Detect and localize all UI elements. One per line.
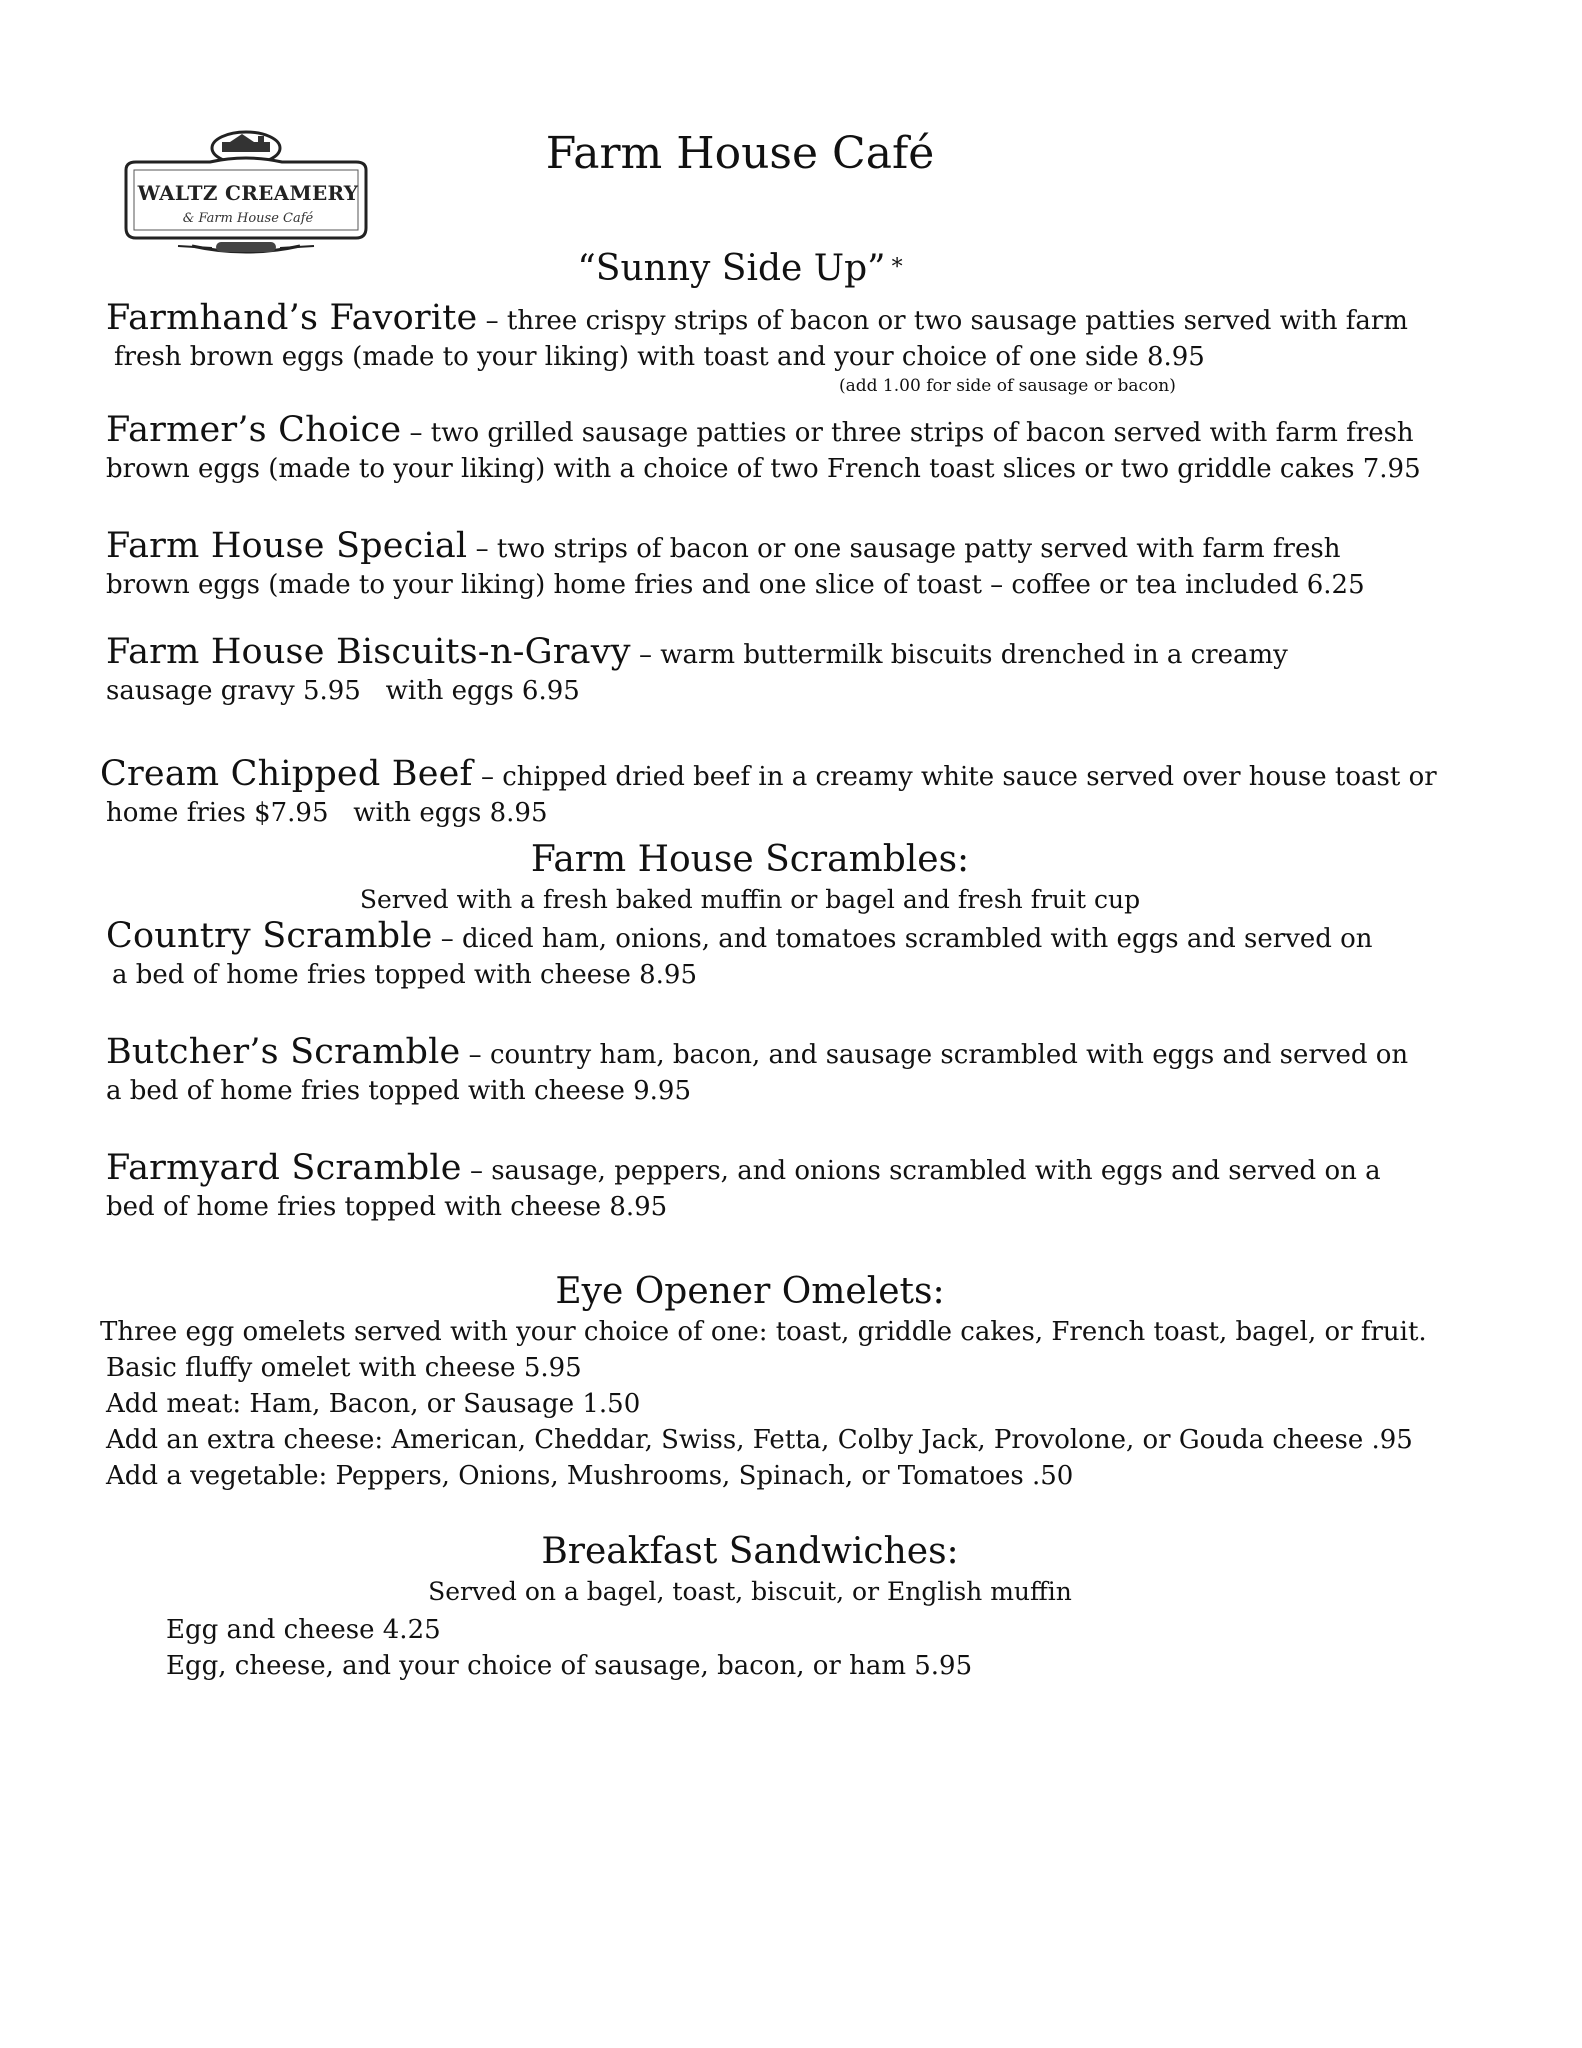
omelet-line: Add meat: Ham, Bacon, or Sausage 1.50 — [106, 1389, 641, 1419]
section-subtitle-sandwiches: Served on a bagel, toast, biscuit, or English muffin — [428, 1577, 1072, 1606]
menu-item-farm-house-special — [106, 528, 1486, 603]
separator-dash: – — [440, 924, 454, 954]
menu-item-biscuits-n-gravy — [106, 634, 1486, 709]
omelet-line: Add an extra cheese: American, Cheddar, Swiss, Fetta, Colby Jack, Provolone, or Gouda cheese .95 — [106, 1425, 1413, 1455]
item-name: Farmhand’s Favorite — [106, 298, 478, 338]
sandwich-line: Egg, cheese, and your choice of sausage, bacon, or ham 5.95 — [166, 1651, 973, 1681]
separator-dash: – — [475, 534, 489, 564]
item-description: diced ham, onions, and tomatoes scrambled with eggs and served on — [462, 924, 1373, 954]
item-description: sausage, peppers, and onions scrambled with eggs and served on a — [491, 1156, 1381, 1186]
item-description: two strips of bacon or one sausage patty served with farm fresh — [496, 534, 1341, 564]
item-name: Farm House Biscuits-n-Gravy — [106, 632, 631, 672]
item-note: (add 1.00 for side of sausage or bacon) — [839, 376, 1176, 396]
item-description: warm buttermilk biscuits drenched in a creamy — [660, 640, 1288, 670]
section-title-scrambles: Farm House Scrambles: — [530, 839, 970, 880]
menu-item-farmers-choice — [106, 412, 1486, 487]
menu-item-farmhands-favorite — [106, 300, 1486, 397]
sandwich-options-list — [166, 1612, 1366, 1684]
item-description-line2: home fries $7.95 with eggs 8.95 — [106, 798, 548, 828]
logo-text-name: WALTZ CREAMERY — [137, 181, 359, 205]
item-description-line2: bed of home fries topped with cheese 8.95 — [106, 1192, 668, 1222]
section-title-sandwiches: Breakfast Sandwiches: — [541, 1531, 959, 1572]
item-description: three crispy strips of bacon or two sausage patties served with farm — [506, 306, 1408, 336]
asterisk-mark: * — [891, 255, 903, 280]
item-name: Butcher’s Scramble — [106, 1032, 461, 1072]
item-description-line2: brown eggs (made to your liking) with a choice of two French toast slices or two griddle cakes 7.95 — [106, 454, 1421, 484]
section-title-omelets: Eye Opener Omelets: — [555, 1271, 945, 1312]
item-name: Country Scramble — [106, 916, 433, 956]
omelet-line: Add a vegetable: Peppers, Onions, Mushrooms, Spinach, or Tomatoes .50 — [106, 1461, 1074, 1491]
item-description: two grilled sausage patties or three strips of bacon served with farm fresh — [430, 418, 1414, 448]
waltz-creamery-logo — [118, 128, 378, 268]
item-name: Farmyard Scramble — [106, 1148, 462, 1188]
separator-dash: – — [409, 418, 423, 448]
page-title: Farm House Café — [545, 128, 935, 179]
item-name: Farmer’s Choice — [106, 410, 402, 450]
separator-dash: – — [480, 762, 494, 792]
sandwich-line: Egg and cheese 4.25 — [166, 1615, 441, 1645]
omelet-options-list — [100, 1314, 1500, 1494]
item-description-line2: brown eggs (made to your liking) home fries and one slice of toast – coffee or tea included 6.25 — [106, 570, 1365, 600]
section-subtitle-scrambles: Served with a fresh baked muffin or bagel and fresh fruit cup — [359, 885, 1141, 914]
item-name: Farm House Special — [106, 526, 468, 566]
item-name: Cream Chipped Beef — [100, 754, 473, 794]
menu-item-butchers-scramble — [106, 1034, 1486, 1109]
item-description-line2: sausage gravy 5.95 with eggs 6.95 — [106, 676, 580, 706]
section-title-sunny-side — [440, 246, 1040, 291]
item-description-line2: a bed of home fries topped with cheese 9.95 — [106, 1076, 691, 1106]
logo-text-subtitle: & Farm House Café — [182, 211, 314, 226]
separator-dash: – — [469, 1156, 483, 1186]
separator-dash: – — [638, 640, 652, 670]
item-description-line2: fresh brown eggs (made to your liking) with toast and your choice of one side 8.95 — [114, 342, 1205, 372]
item-description-line2: a bed of home fries topped with cheese 8.95 — [112, 960, 697, 990]
sunny-side-title-text: “Sunny Side Up” — [577, 248, 886, 289]
menu-item-country-scramble — [106, 918, 1486, 993]
menu-item-farmyard-scramble — [106, 1150, 1486, 1225]
separator-dash: – — [485, 306, 499, 336]
item-description: chipped dried beef in a creamy white sauce served over house toast or — [502, 762, 1437, 792]
item-description: country ham, bacon, and sausage scrambled with eggs and served on — [489, 1040, 1409, 1070]
omelet-line: Three egg omelets served with your choice of one: toast, griddle cakes, French toast, bagel, or fruit. — [100, 1317, 1427, 1347]
menu-item-cream-chipped-beef — [100, 756, 1480, 831]
omelet-line: Basic fluffy omelet with cheese 5.95 — [106, 1353, 582, 1383]
separator-dash: – — [468, 1040, 482, 1070]
